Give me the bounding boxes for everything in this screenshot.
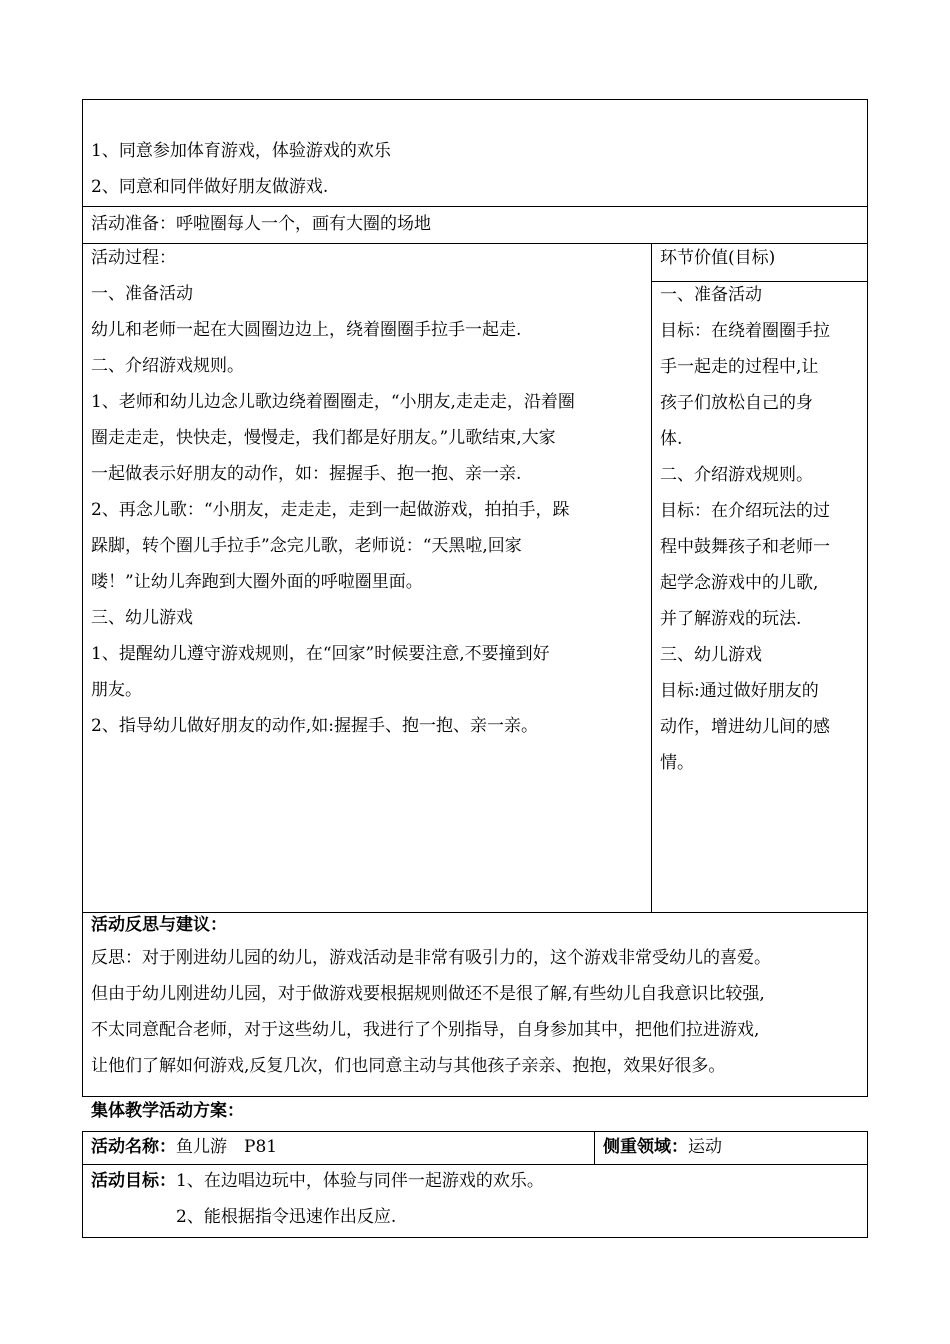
value-line: 程中鼓舞孩子和老师一: [660, 537, 830, 557]
process-line: 二、介绍游戏规则。: [91, 356, 244, 376]
value-line: 二、介绍游戏规则。: [660, 465, 813, 485]
process-line: 圈走走走，快快走，慢慢走，我们都是好朋友。”儿歌结束,大家: [91, 428, 556, 448]
process-line: 2、再念儿歌：“小朋友，走走走，走到一起做游戏，拍拍手，跺: [91, 500, 570, 520]
value-line: 情。: [660, 753, 694, 773]
plan-title: 集体教学活动方案：: [91, 1101, 244, 1121]
process-header: 活动过程：: [91, 248, 176, 268]
table2-bottom-border: [82, 1237, 868, 1238]
value-line: 体.: [660, 429, 683, 449]
process-line: 喽！”让幼儿奔跑到大圈外面的呼啦圈里面。: [91, 572, 423, 592]
activity-preparation: 活动准备：呼啦圈每人一个，画有大圈的场地: [91, 214, 431, 234]
value-line: 三、幼儿游戏: [660, 645, 762, 665]
process-column: [91, 240, 575, 744]
activity-goals: [91, 1163, 544, 1235]
table2-column-divider: [594, 1131, 595, 1164]
process-line: 一起做表示好朋友的动作，如：握握手、抱一抱、亲一亲.: [91, 464, 522, 484]
table1-top-border: [82, 99, 868, 100]
goal-line: 2、同意和同伴做好朋友做游戏.: [91, 177, 329, 197]
activity-name-value: 鱼儿游 P81: [176, 1137, 278, 1157]
value-line: 一、准备活动: [660, 285, 762, 305]
activity-name: [91, 1129, 277, 1165]
value-line: 孩子们放松自己的身: [660, 393, 813, 413]
value-line: 目标：在介绍玩法的过: [660, 501, 830, 521]
reflection-line: 反思：对于刚进幼儿园的幼儿，游戏活动是非常有吸引力的，这个游戏非常受幼儿的喜爱。: [91, 948, 771, 968]
value-line: 手一起走的过程中,让: [660, 357, 819, 377]
reflection-block: [91, 910, 771, 1084]
value-column: [660, 277, 830, 781]
reflection-line: 不太同意配合老师，对于这些幼儿，我进行了个别指导，自身参加其中，把他们拉进游戏,: [91, 1020, 760, 1040]
table2-right-border: [867, 1131, 868, 1237]
activity-goal-line: 1、在边唱边玩中，体验与同伴一起游戏的欢乐。: [176, 1171, 544, 1191]
value-line: 目标：在绕着圈圈手拉: [660, 321, 830, 341]
process-line: 一、准备活动: [91, 284, 193, 304]
process-line: 跺脚，转个圈儿手拉手”念完儿歌，老师说：“天黑啦,回家: [91, 536, 522, 556]
activity-domain-label: 侧重领域：: [603, 1137, 688, 1157]
table2-left-border: [82, 1131, 83, 1237]
table1-left-border: [82, 99, 83, 1096]
reflection-line: 让他们了解如何游戏,反复几次，们也同意主动与其他孩子亲亲、抱抱，效果好很多。: [91, 1056, 726, 1076]
reflection-header: 活动反思与建议：: [91, 915, 227, 935]
reflection-line: 但由于幼儿刚进幼儿园，对于做游戏要根据规则做还不是很了解,有些幼儿自我意识比较强,: [91, 984, 765, 1004]
process-line: 朋友。: [91, 680, 142, 700]
process-line: 幼儿和老师一起在大圆圈边边上，绕着圈圈手拉手一起走.: [91, 320, 522, 340]
value-line: 目标:通过做好朋友的: [660, 681, 819, 701]
goal-line: 1、同意参加体育游戏，体验游戏的欢乐: [91, 141, 391, 161]
value-header: 环节价值(目标): [660, 248, 776, 268]
process-line: 三、幼儿游戏: [91, 608, 193, 628]
activity-name-label: 活动名称：: [91, 1137, 176, 1157]
value-line: 动作，增进幼儿间的感: [660, 717, 830, 737]
process-line: 1、老师和幼儿边念儿歌边绕着圈圈走，“小朋友,走走走，沿着圈: [91, 392, 575, 412]
activity-goal-label: 活动目标：: [91, 1171, 176, 1191]
table1-column-divider: [651, 243, 652, 912]
activity-domain-value: 运动: [688, 1137, 722, 1157]
activity-domain: [603, 1129, 722, 1165]
process-line: 1、提醒幼儿遵守游戏规则，在“回家”时候要注意,不要撞到好: [91, 644, 550, 664]
process-line: 2、指导幼儿做好朋友的动作,如:握握手、抱一抱、亲一亲。: [91, 716, 538, 736]
activity-goal-line: 2、能根据指令迅速作出反应.: [176, 1207, 397, 1227]
table1-right-border: [867, 99, 868, 1096]
value-line: 并了解游戏的玩法.: [660, 609, 802, 629]
goals-block: [91, 133, 391, 205]
value-line: 起学念游戏中的儿歌,: [660, 573, 819, 593]
